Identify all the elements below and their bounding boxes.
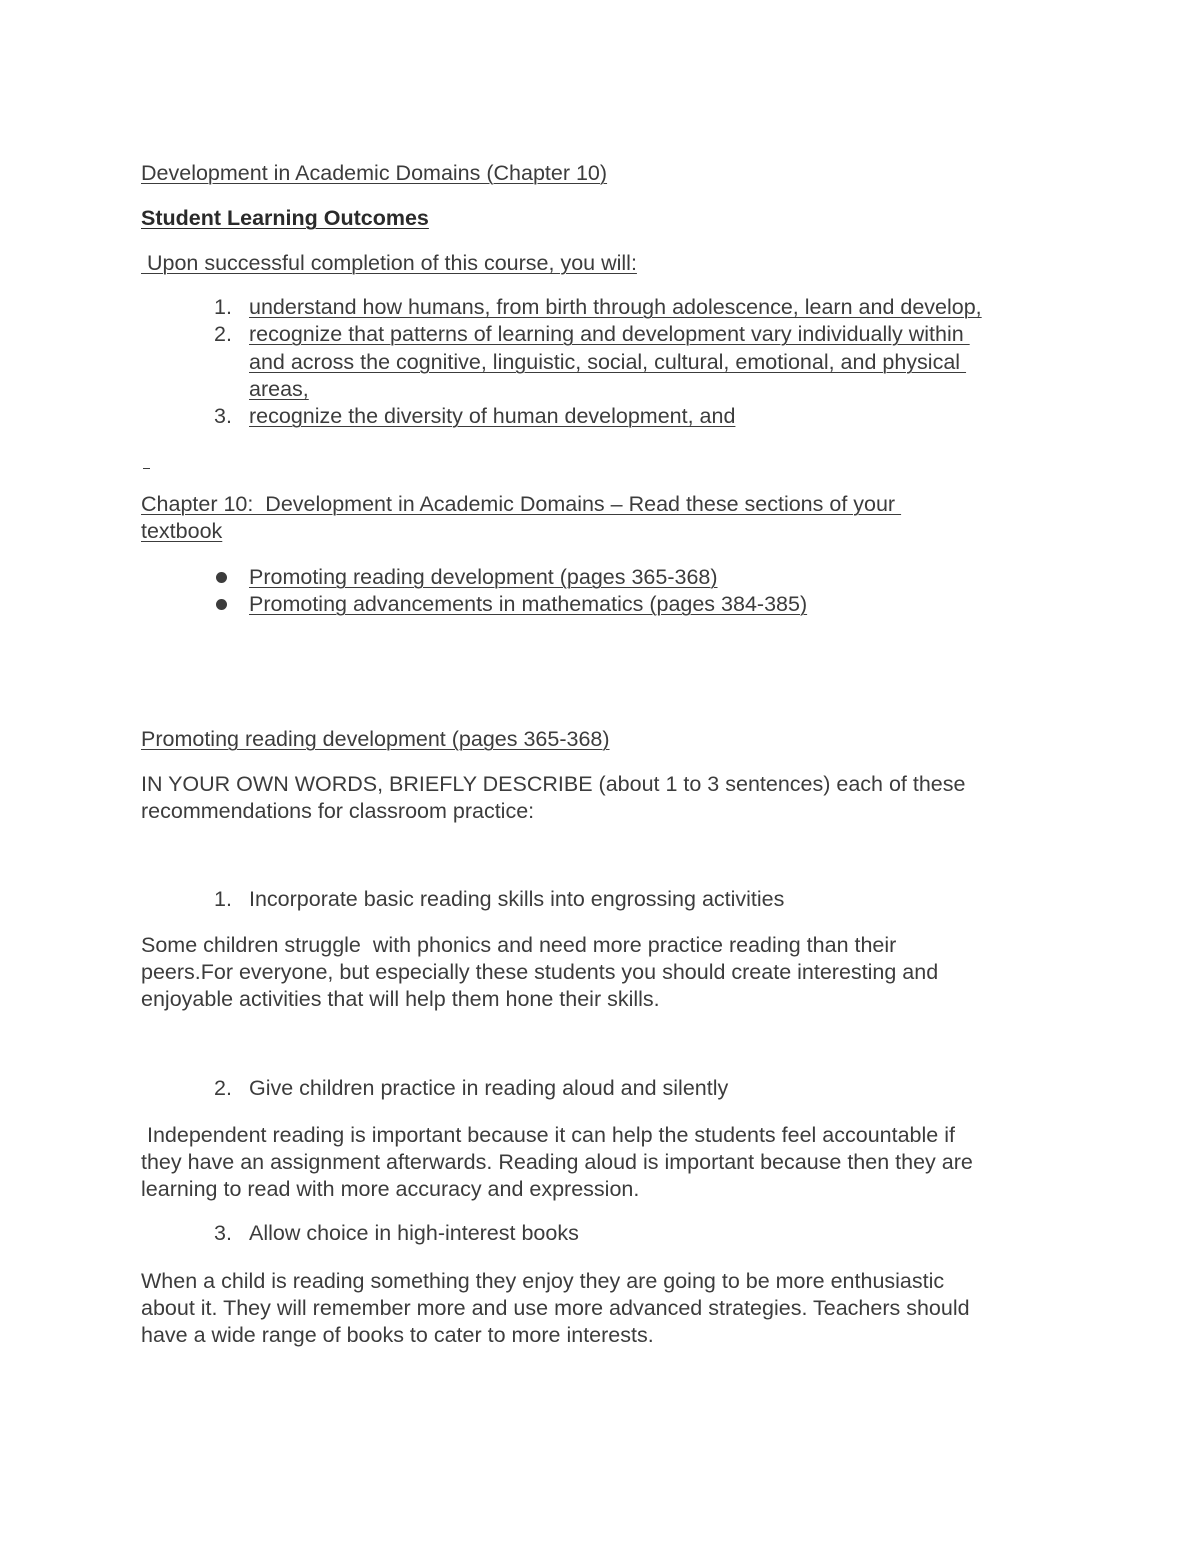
outcomes-heading: Student Learning Outcomes <box>141 206 429 230</box>
outcome-number: 1. <box>214 295 232 319</box>
stray-dash <box>143 468 150 469</box>
outcomes-intro: Upon successful completion of this course, you will: <box>141 251 637 275</box>
answer-line: Independent reading is important because it can help the students feel accountable if <box>141 1123 955 1147</box>
answer-line: have a wide range of books to cater to more interests. <box>141 1323 654 1347</box>
instructions-line: IN YOUR OWN WORDS, BRIEFLY DESCRIBE (about 1 to 3 sentences) each of these <box>141 772 966 796</box>
section-heading: Promoting reading development (pages 365-368) <box>141 727 610 751</box>
recommendation-title: Give children practice in reading aloud and silently <box>249 1076 729 1100</box>
outcome-number: 2. <box>214 322 232 346</box>
answer-line: Some children struggle with phonics and need more practice reading than their <box>141 933 897 957</box>
reading-section-link[interactable]: Promoting reading development (pages 365-368) <box>249 565 718 589</box>
outcome-item-line: and across the cognitive, linguistic, social, cultural, emotional, and physical <box>249 350 967 374</box>
answer-line: When a child is reading something they enjoy they are going to be more enthusiastic <box>141 1269 945 1293</box>
answer-line: they have an assignment afterwards. Reading aloud is important because then they are <box>141 1150 973 1174</box>
recommendation-number: 2. <box>214 1076 232 1100</box>
answer-line: learning to read with more accuracy and expression. <box>141 1177 640 1201</box>
bullet-icon <box>216 572 227 583</box>
reading-heading-line: Chapter 10: Development in Academic Domains – Read these sections of your <box>141 492 902 516</box>
outcome-item-line: recognize that patterns of learning and development vary individually within <box>249 322 970 346</box>
recommendation-number: 1. <box>214 887 232 911</box>
outcome-item: recognize the diversity of human development, and <box>249 404 736 428</box>
document-title: Development in Academic Domains (Chapter 10) <box>141 161 608 185</box>
answer-line: enjoyable activities that will help them hone their skills. <box>141 987 660 1011</box>
answer-line: peers.For everyone, but especially these students you should create interesting and <box>141 960 939 984</box>
outcome-item: understand how humans, from birth through adolescence, learn and develop, <box>249 295 982 319</box>
recommendation-title: Allow choice in high-interest books <box>249 1221 579 1245</box>
reading-heading-line: textbook <box>141 519 223 543</box>
bullet-icon <box>216 599 227 610</box>
outcome-number: 3. <box>214 404 232 428</box>
answer-line: about it. They will remember more and use more advanced strategies. Teachers should <box>141 1296 970 1320</box>
instructions-line: recommendations for classroom practice: <box>141 799 535 823</box>
outcome-item-line: areas, <box>249 377 309 401</box>
reading-section-link[interactable]: Promoting advancements in mathematics (pages 384-385) <box>249 592 808 616</box>
recommendation-title: Incorporate basic reading skills into engrossing activities <box>249 887 785 911</box>
recommendation-number: 3. <box>214 1221 232 1245</box>
